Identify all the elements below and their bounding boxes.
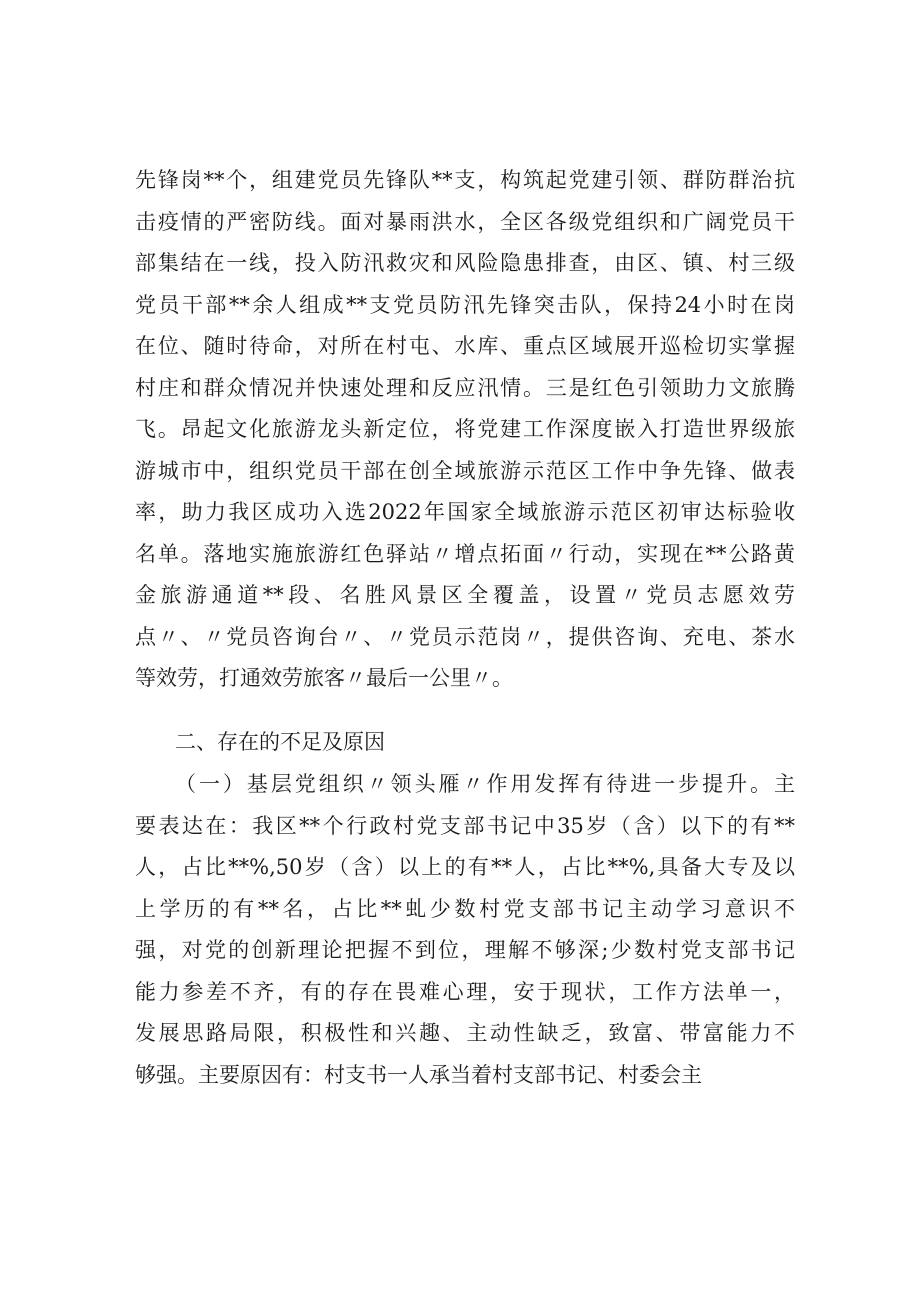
paragraph-line: 等效劳，打通效劳旅客〃最后一公里〃。 [135,666,513,690]
paragraph-line: 名单。落地实施旅游红色驿站〃增点拓面〃行动，实现在**公路黄 [135,541,795,566]
paragraph-line: 够强。主要原因有：村支书一人承当着村支部书记、村委会主 [135,1062,702,1087]
paragraph-line: 要表达在：我区**个行政村党支部书记中35岁（含）以下的有** [135,813,795,838]
paragraph-line: 金旅游通道**段、名胜风景区全覆盖，设置〃党员志愿效劳 [135,583,795,607]
paragraph-line: 击疫情的严密防线。面对暴雨洪水，全区各级党组织和广阔党员干 [135,209,795,234]
paragraph-line: 先锋岗**个，组建党员先锋队**支，构筑起党建引领、群防群治抗 [135,168,795,192]
paragraph-line: 人，占比**%,50岁（含）以上的有**人，占比**%,具备大专及以 [135,855,795,879]
paragraph-shortcomings [135,764,795,1096]
paragraph-line: 率，助力我区成功入选2022年国家全域旅游示范区初审达标验收 [135,500,795,524]
paragraph-line: 村庄和群众情况并快速处理和反应汛情。三是红色引领助力文旅腾 [135,375,795,400]
paragraph-line: 强，对党的创新理论把握不到位，理解不够深;少数村党支部书记 [135,938,795,962]
paragraph-line: （一）基层党组织〃领头雁〃作用发挥有待进一步提升。主 [175,772,795,796]
paragraph-line: 发展思路局限，积极性和兴趣、主动性缺乏，致富、带富能力不 [135,1021,795,1045]
paragraph-line: 党员干部**余人组成**支党员防汛先锋突击队，保持24小时在岗 [135,292,795,317]
paragraph-line: 能力参差不齐，有的存在畏难心理，安于现状，工作方法单一， [135,979,795,1004]
paragraph-line: 部集结在一线，投入防汛救灾和风险隐患排查，由区、镇、村三级 [135,251,795,275]
paragraph-line: 点〃、〃党员咨询台〃、〃党员示范岗〃，提供咨询、充电、茶水 [135,624,795,649]
paragraph-line: 飞。昂起文化旅游龙头新定位，将党建工作深度嵌入打造世界级旅 [135,417,795,441]
paragraph-line: 游城市中，组织党员干部在创全域旅游示范区工作中争先锋、做表 [135,458,795,483]
section-heading: 二、存在的不足及原因 [175,730,385,754]
paragraph-line: 在位、随时待命，对所在村屯、水库、重点区域展开巡检切实掌握 [135,334,795,358]
paragraph-party-leadership [135,160,795,700]
paragraph-line: 上学历的有**名，占比**虬少数村党支部书记主动学习意识不 [135,896,795,921]
